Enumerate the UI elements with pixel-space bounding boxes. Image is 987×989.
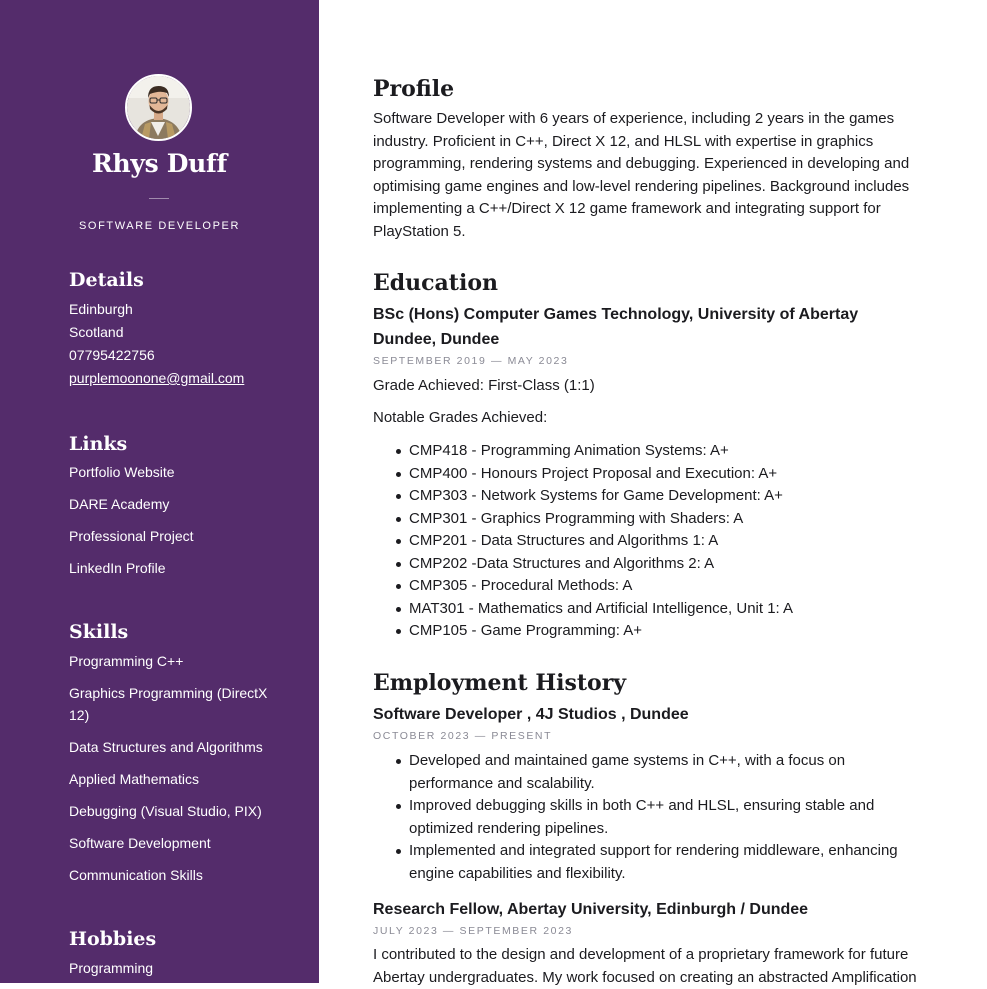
degree-title: BSc (Hons) Computer Games Technology, University of Abertay Dundee, Dundee (373, 306, 859, 348)
list-item: CMP418 - Programming Animation Systems: A+ (373, 440, 933, 463)
list-item: CMP303 - Network Systems for Game Development: A+ (373, 485, 933, 508)
notable-grades-label: Notable Grades Achieved: (373, 409, 548, 426)
list-item: CMP201 - Data Structures and Algorithms 1: A (373, 530, 933, 553)
list-item: Improved debugging skills in both C++ and HLSL, ensuring stable and optimized rendering pipelines. (373, 795, 933, 840)
skill-item: Graphics Programming (DirectX 12) (69, 685, 268, 723)
hobbies-section (69, 927, 269, 983)
link-linkedin[interactable]: LinkedIn Profile (69, 560, 166, 576)
job-bullets-4j (373, 750, 933, 885)
email-link[interactable]: purplemoonone@gmail.com (69, 370, 245, 386)
skill-item: Communication Skills (69, 867, 203, 883)
skill-item: Data Structures and Algorithms (69, 739, 263, 755)
skills-heading: Skills (69, 621, 129, 643)
job-dates-abertay: JULY 2023 — SEPTEMBER 2023 (373, 925, 573, 937)
sidebar (0, 0, 319, 983)
skill-item: Debugging (Visual Studio, PIX) (69, 803, 262, 819)
name-divider (149, 198, 169, 199)
list-item: Implemented and integrated support for rendering middleware, enhancing engine capabilities and flexibility. (373, 840, 933, 885)
list-item: CMP105 - Game Programming: A+ (373, 620, 933, 643)
job-role: SOFTWARE DEVELOPER (78, 220, 241, 232)
candidate-name: Rhys Duff (92, 149, 227, 178)
links-section (69, 432, 269, 590)
details-heading: Details (69, 269, 144, 291)
skill-item: Applied Mathematics (69, 771, 199, 787)
hobbies-heading: Hobbies (69, 928, 157, 950)
education-heading: Education (373, 270, 498, 296)
list-item: CMP305 - Procedural Methods: A (373, 575, 933, 598)
skills-section (69, 620, 269, 896)
employment-heading: Employment History (373, 670, 627, 696)
education-dates: SEPTEMBER 2019 — MAY 2023 (373, 355, 569, 367)
avatar (125, 74, 192, 141)
grades-list (373, 440, 933, 643)
list-item: MAT301 - Mathematics and Artificial Intelligence, Unit 1: A (373, 598, 933, 621)
link-professional-project[interactable]: Professional Project (69, 528, 194, 544)
hobby-item: Programming (69, 960, 154, 976)
profile-text: Software Developer with 6 years of experience, including 2 years in the games industry. Proficient in C++, Direct X 12, and HLSL with expertise in graphics programming, rendering systems and debugging. Experienced in developing and optimising game engines and low-level rendering pipelines. Background includes implementing a C++/Direct X 12 game framework and integrating support for PlayStation 5. (373, 110, 910, 240)
job-description-abertay: I contributed to the design and development of a proprietary framework for future Abertay undergraduates. My work focused on creating an abstracted Amplification (373, 946, 917, 986)
job-title-abertay: Research Fellow, Abertay University, Edinburgh / Dundee (373, 901, 809, 918)
list-item: Developed and maintained game systems in C++, with a focus on performance and scalability. (373, 750, 933, 795)
skill-item: Programming C++ (69, 653, 184, 669)
profile-photo-icon (127, 76, 190, 139)
links-heading: Links (69, 433, 128, 455)
list-item: CMP400 - Honours Project Proposal and Execution: A+ (373, 463, 933, 486)
job-dates-4j: OCTOBER 2023 — PRESENT (373, 730, 553, 742)
list-item: CMP301 - Graphics Programming with Shaders: A (373, 508, 933, 531)
detail-country: Scotland (69, 324, 124, 340)
list-item: CMP202 -Data Structures and Algorithms 2: A (373, 553, 933, 576)
link-portfolio[interactable]: Portfolio Website (69, 464, 175, 480)
grade-achieved: Grade Achieved: First-Class (1:1) (373, 377, 595, 394)
job-title-4j: Software Developer , 4J Studios , Dundee (373, 706, 689, 723)
details-section (69, 268, 269, 390)
profile-heading: Profile (373, 76, 455, 102)
detail-city: Edinburgh (69, 301, 133, 317)
link-dare-academy[interactable]: DARE Academy (69, 496, 170, 512)
detail-phone: 07795422756 (69, 347, 155, 363)
skill-item: Software Development (69, 835, 211, 851)
